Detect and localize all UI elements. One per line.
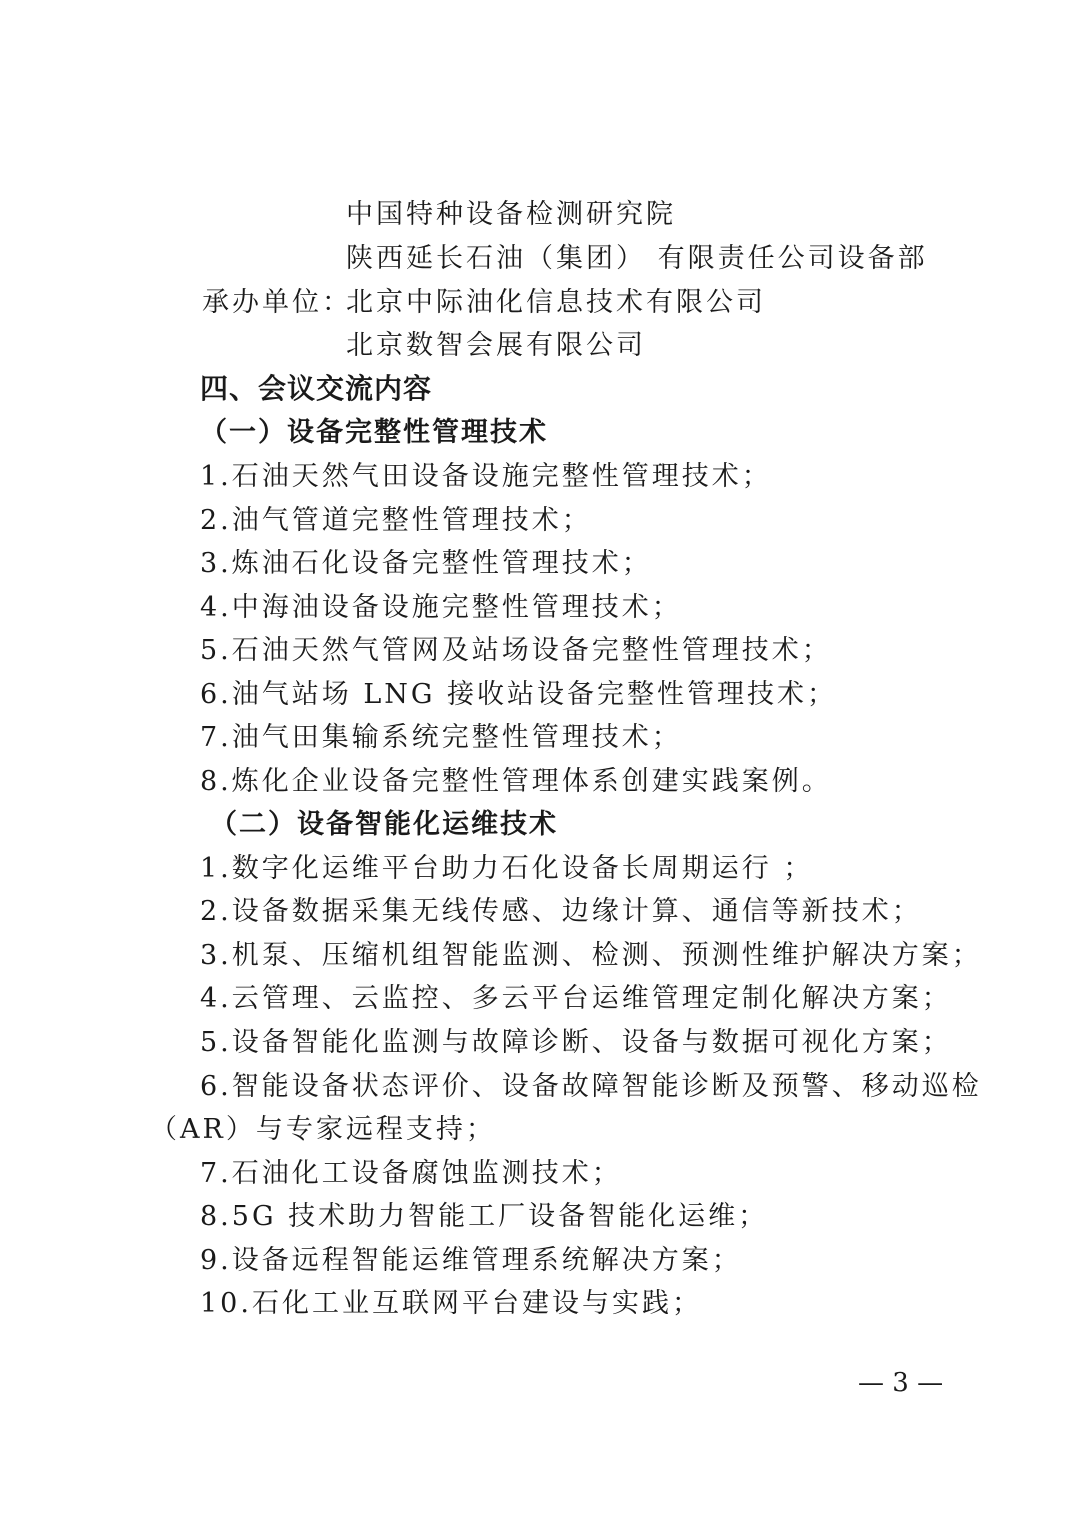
list-item: 1.石油天然气田设备设施完整性管理技术；: [200, 461, 772, 492]
subsection-title: （一）设备完整性管理技术: [200, 417, 548, 448]
organizer-line: 陕西延长石油（集团） 有限责任公司设备部: [346, 243, 928, 274]
list-item: 2.油气管道完整性管理技术；: [200, 505, 592, 536]
list-item: 5.设备智能化监测与故障诊断、设备与数据可视化方案；: [200, 1027, 952, 1058]
list-item: 5.石油天然气管网及站场设备完整性管理技术；: [200, 635, 832, 666]
list-item: 7.石油化工设备腐蚀监测技术；: [200, 1158, 622, 1189]
subsection-title: （二）设备智能化运维技术: [210, 809, 558, 840]
list-item: 4.云管理、云监控、多云平台运维管理定制化解决方案；: [200, 983, 952, 1014]
list-item: 7.油气田集输系统完整性管理技术；: [200, 722, 682, 753]
list-item: 3.机泵、压缩机组智能监测、检测、预测性维护解决方案；: [200, 940, 982, 971]
list-item: 4.中海油设备设施完整性管理技术；: [200, 592, 682, 623]
list-item: 8.炼化企业设备完整性管理体系创建实践案例。: [200, 766, 832, 797]
list-item: 10.石化工业互联网平台建设与实践；: [200, 1288, 702, 1319]
organizer-line: 中国特种设备检测研究院: [346, 199, 676, 230]
list-item: 3.炼油石化设备完整性管理技术；: [200, 548, 652, 579]
page-number: — 3 —: [858, 1368, 944, 1398]
list-item: 9.设备远程智能运维管理系统解决方案；: [200, 1245, 742, 1276]
host-label: 承办单位：: [202, 287, 352, 318]
list-item: 2.设备数据采集无线传感、边缘计算、通信等新技术；: [200, 896, 922, 927]
list-item-continuation: （AR）与专家远程支持；: [150, 1114, 496, 1145]
list-item: 6.油气站场 LNG 接收站设备完整性管理技术；: [200, 679, 838, 710]
list-item: 6.智能设备状态评价、设备故障智能诊断及预警、移动巡检: [200, 1071, 982, 1102]
host-line: 北京中际油化信息技术有限公司: [346, 287, 766, 318]
host-line: 北京数智会展有限公司: [346, 330, 646, 361]
list-item: 8.5G 技术助力智能工厂设备智能化运维；: [200, 1201, 769, 1232]
section-title: 四、会议交流内容: [200, 372, 433, 405]
list-item: 1.数字化运维平台助力石化设备长周期运行 ；: [200, 853, 814, 884]
